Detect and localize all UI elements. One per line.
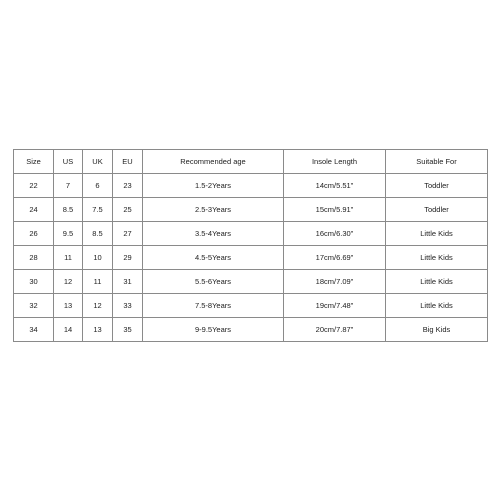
header-suitable-for: Suitable For	[386, 150, 488, 174]
cell-suitable-for: Little Kids	[386, 222, 488, 246]
header-row	[14, 150, 488, 174]
cell-size: 30	[14, 270, 54, 294]
cell-suitable-for: Toddler	[386, 174, 488, 198]
cell-eu: 29	[113, 246, 143, 270]
cell-size: 24	[14, 198, 54, 222]
cell-size: 26	[14, 222, 54, 246]
cell-us: 14	[54, 318, 83, 342]
cell-eu: 35	[113, 318, 143, 342]
cell-suitable-for: Little Kids	[386, 294, 488, 318]
cell-us: 12	[54, 270, 83, 294]
cell-recommended-age: 4.5-5Years	[143, 246, 284, 270]
table-body	[14, 174, 488, 342]
cell-us: 11	[54, 246, 83, 270]
cell-eu: 25	[113, 198, 143, 222]
header-uk: UK	[83, 150, 113, 174]
cell-suitable-for: Big Kids	[386, 318, 488, 342]
cell-eu: 23	[113, 174, 143, 198]
cell-insole-length: 14cm/5.51"	[284, 174, 386, 198]
cell-uk: 8.5	[83, 222, 113, 246]
cell-uk: 7.5	[83, 198, 113, 222]
cell-insole-length: 18cm/7.09"	[284, 270, 386, 294]
header-size: Size	[14, 150, 54, 174]
cell-suitable-for: Little Kids	[386, 246, 488, 270]
cell-recommended-age: 3.5-4Years	[143, 222, 284, 246]
cell-us: 13	[54, 294, 83, 318]
cell-recommended-age: 9-9.5Years	[143, 318, 284, 342]
cell-insole-length: 17cm/6.69"	[284, 246, 386, 270]
cell-uk: 12	[83, 294, 113, 318]
header-eu: EU	[113, 150, 143, 174]
cell-us: 9.5	[54, 222, 83, 246]
cell-recommended-age: 7.5-8Years	[143, 294, 284, 318]
cell-eu: 31	[113, 270, 143, 294]
table-row	[14, 246, 488, 270]
cell-uk: 11	[83, 270, 113, 294]
cell-eu: 27	[113, 222, 143, 246]
cell-insole-length: 15cm/5.91"	[284, 198, 386, 222]
cell-eu: 33	[113, 294, 143, 318]
table-row	[14, 222, 488, 246]
cell-uk: 10	[83, 246, 113, 270]
table-header	[14, 150, 488, 174]
cell-size: 34	[14, 318, 54, 342]
cell-uk: 13	[83, 318, 113, 342]
table-row	[14, 270, 488, 294]
cell-suitable-for: Toddler	[386, 198, 488, 222]
cell-insole-length: 19cm/7.48"	[284, 294, 386, 318]
cell-size: 22	[14, 174, 54, 198]
cell-recommended-age: 2.5-3Years	[143, 198, 284, 222]
table-row	[14, 318, 488, 342]
cell-insole-length: 16cm/6.30"	[284, 222, 386, 246]
cell-size: 32	[14, 294, 54, 318]
table-row	[14, 198, 488, 222]
cell-suitable-for: Little Kids	[386, 270, 488, 294]
cell-uk: 6	[83, 174, 113, 198]
cell-recommended-age: 1.5-2Years	[143, 174, 284, 198]
cell-recommended-age: 5.5-6Years	[143, 270, 284, 294]
size-chart-table	[13, 149, 488, 342]
table-row	[14, 174, 488, 198]
cell-size: 28	[14, 246, 54, 270]
cell-insole-length: 20cm/7.87"	[284, 318, 386, 342]
header-us: US	[54, 150, 83, 174]
cell-us: 7	[54, 174, 83, 198]
header-recommended-age: Recommended age	[143, 150, 284, 174]
cell-us: 8.5	[54, 198, 83, 222]
table-row	[14, 294, 488, 318]
header-insole-length: Insole Length	[284, 150, 386, 174]
